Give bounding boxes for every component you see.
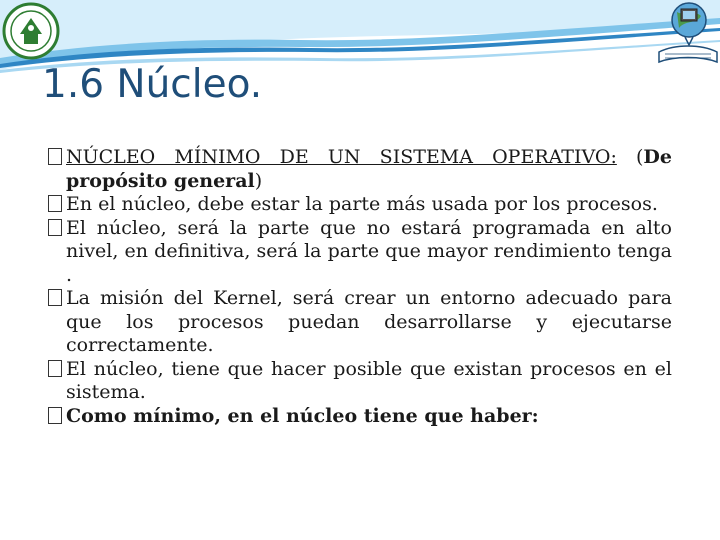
bullet-item: [48, 287, 672, 358]
bullet-item: [48, 358, 672, 405]
missing-glyph-box-icon: [48, 219, 62, 236]
missing-glyph-box-icon: [48, 195, 62, 212]
missing-glyph-box-icon: [48, 360, 62, 377]
bullet-text: El núcleo, tiene que hacer posible que existan procesos en el sistema.: [66, 357, 672, 403]
bullet-paren-open: (: [616, 146, 644, 168]
bullet-item: [48, 217, 672, 288]
bullet-heading: NÚCLEO MÍNIMO DE UN SISTEMA OPERATIVO:: [66, 146, 617, 168]
bullet-text: El núcleo, será la parte que no estará programada en alto nivel, en definitiva, será la parte que mayor rendimiento tenga .: [66, 216, 672, 286]
bullet-item: [48, 146, 672, 193]
slide-title: 1.6 Núcleo.: [42, 62, 263, 107]
bullet-text: En el núcleo, debe estar la parte más usada por los procesos.: [66, 193, 658, 215]
bullet-text: La misión del Kernel, será crear un entorno adecuado para que los procesos puedan desarrollarse y ejecutarse correctamente.: [66, 287, 672, 356]
missing-glyph-box-icon: [48, 289, 62, 306]
missing-glyph-box-icon: [48, 148, 62, 165]
bullet-item: [48, 193, 672, 217]
globe-computer-logo: [655, 0, 720, 75]
bullet-list: [48, 146, 672, 428]
bullet-strong-text: De propósito general: [66, 146, 672, 192]
bullet-item: [48, 405, 672, 429]
missing-glyph-box-icon: [48, 407, 62, 424]
bullet-text: Como mínimo, en el núcleo tiene que haber:: [66, 404, 539, 427]
bullet-paren-close: ): [254, 169, 263, 192]
institution-seal-logo: [2, 2, 60, 60]
